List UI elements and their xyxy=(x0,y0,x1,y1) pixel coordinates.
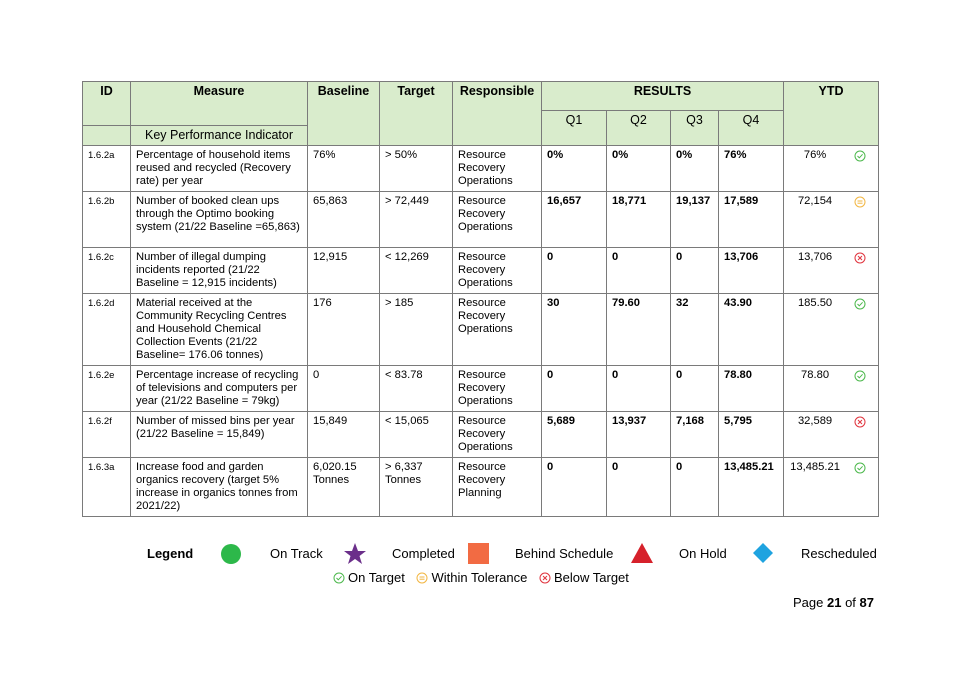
row-id: 1.6.3a xyxy=(83,458,131,517)
row-target: > 50% xyxy=(380,146,453,192)
row-ytd xyxy=(784,248,879,294)
row-baseline: 176 xyxy=(308,294,380,366)
row-q3: 32 xyxy=(671,294,719,366)
below-target-x-icon xyxy=(854,416,866,428)
header-id: ID xyxy=(83,82,131,126)
header-ytd: YTD xyxy=(784,82,879,146)
header-baseline: Baseline xyxy=(308,82,380,146)
row-id: 1.6.2e xyxy=(83,366,131,412)
table-row xyxy=(83,458,879,517)
ytd-value: 78.80 xyxy=(801,369,830,381)
rescheduled-diamond-icon xyxy=(752,542,774,564)
row-responsible: Resource Recovery Planning xyxy=(453,458,542,517)
row-q2: 0 xyxy=(607,248,671,294)
row-measure: Number of illegal dumping incidents reported (21/22 Baseline = 12,915 incidents) xyxy=(131,248,308,294)
on-target-check-icon xyxy=(854,462,866,474)
on-target-check-icon xyxy=(333,572,345,584)
row-ytd xyxy=(784,192,879,248)
ytd-value: 72,154 xyxy=(797,195,833,207)
row-q1: 0 xyxy=(542,366,607,412)
row-q3: 7,168 xyxy=(671,412,719,458)
row-measure: Number of booked clean ups through the Optimo booking system (21/22 Baseline =65,863) xyxy=(131,192,308,248)
within-tolerance-icon xyxy=(854,196,866,208)
row-q2: 0 xyxy=(607,458,671,517)
row-ytd xyxy=(784,294,879,366)
below-target-x-icon xyxy=(539,572,551,584)
row-q4: 43.90 xyxy=(719,294,784,366)
legend-on-hold: On Hold xyxy=(679,546,727,561)
row-id: 1.6.2f xyxy=(83,412,131,458)
row-ytd xyxy=(784,146,879,192)
row-q4: 13,485.21 xyxy=(719,458,784,517)
ytd-value: 76% xyxy=(803,149,827,161)
ytd-value: 13,706 xyxy=(797,251,833,263)
row-q4: 13,706 xyxy=(719,248,784,294)
status-legend xyxy=(333,570,637,587)
header-results: RESULTS xyxy=(542,82,784,111)
legend-on-track: On Track xyxy=(270,546,323,561)
on-target-legend-item xyxy=(333,570,405,585)
header-q3: Q3 xyxy=(671,111,719,146)
table-row xyxy=(83,294,879,366)
header-target: Target xyxy=(380,82,453,146)
table-row xyxy=(83,146,879,192)
row-ytd xyxy=(784,412,879,458)
row-baseline: 6,020.15 Tonnes xyxy=(308,458,380,517)
row-q3: 19,137 xyxy=(671,192,719,248)
below-target-legend-item xyxy=(539,570,629,585)
row-q2: 13,937 xyxy=(607,412,671,458)
within-tolerance-icon xyxy=(416,572,428,584)
row-measure: Percentage of household items reused and recycled (Recovery rate) per year xyxy=(131,146,308,192)
row-baseline: 12,915 xyxy=(308,248,380,294)
header-responsible: Responsible xyxy=(453,82,542,146)
row-q2: 18,771 xyxy=(607,192,671,248)
header-q4: Q4 xyxy=(719,111,784,146)
table-row xyxy=(83,412,879,458)
row-baseline: 65,863 xyxy=(308,192,380,248)
row-q3: 0% xyxy=(671,146,719,192)
row-target: < 83.78 xyxy=(380,366,453,412)
header-kpi: Key Performance Indicator xyxy=(131,126,308,146)
row-q2: 79.60 xyxy=(607,294,671,366)
kpi-table xyxy=(82,81,879,517)
completed-star-icon xyxy=(343,542,367,566)
ytd-value: 32,589 xyxy=(797,415,833,427)
row-q1: 5,689 xyxy=(542,412,607,458)
legend-below-target: Below Target xyxy=(553,570,629,585)
kpi-table-body xyxy=(83,146,879,517)
legend-on-target: On Target xyxy=(348,570,405,585)
row-q1: 0 xyxy=(542,248,607,294)
header-q1: Q1 xyxy=(542,111,607,146)
row-q3: 0 xyxy=(671,248,719,294)
ytd-value: 185.50 xyxy=(797,297,833,309)
row-q2: 0 xyxy=(607,366,671,412)
row-ytd xyxy=(784,366,879,412)
table-row xyxy=(83,366,879,412)
legend-within-tolerance: Within Tolerance xyxy=(431,570,528,585)
row-q4: 5,795 xyxy=(719,412,784,458)
row-id: 1.6.2d xyxy=(83,294,131,366)
row-responsible: Resource Recovery Operations xyxy=(453,146,542,192)
row-q4: 17,589 xyxy=(719,192,784,248)
table-row xyxy=(83,192,879,248)
row-id: 1.6.2a xyxy=(83,146,131,192)
row-baseline: 15,849 xyxy=(308,412,380,458)
table-row xyxy=(83,248,879,294)
row-responsible: Resource Recovery Operations xyxy=(453,412,542,458)
row-baseline: 76% xyxy=(308,146,380,192)
row-responsible: Resource Recovery Operations xyxy=(453,294,542,366)
row-q1: 0 xyxy=(542,458,607,517)
row-id: 1.6.2b xyxy=(83,192,131,248)
legend-behind-schedule: Behind Schedule xyxy=(515,546,614,561)
row-measure: Number of missed bins per year (21/22 Baseline = 15,849) xyxy=(131,412,308,458)
row-q4: 78.80 xyxy=(719,366,784,412)
legend-title: Legend xyxy=(147,546,194,561)
row-baseline: 0 xyxy=(308,366,380,412)
row-q1: 30 xyxy=(542,294,607,366)
ytd-value: 13,485.21 xyxy=(790,461,840,473)
row-measure: Material received at the Community Recycling Centres and Household Chemical Collection Events (21/22 Baseline= 176.06 tonnes) xyxy=(131,294,308,366)
legend-rescheduled: Rescheduled xyxy=(801,546,877,561)
row-responsible: Resource Recovery Operations xyxy=(453,366,542,412)
below-target-x-icon xyxy=(854,252,866,264)
on-target-check-icon xyxy=(854,370,866,382)
row-q1: 0% xyxy=(542,146,607,192)
legend xyxy=(0,540,955,568)
row-target: < 15,065 xyxy=(380,412,453,458)
behind-schedule-square-icon xyxy=(468,543,489,564)
row-target: > 6,337 Tonnes xyxy=(380,458,453,517)
on-track-circle-icon xyxy=(220,543,242,565)
header-measure: Measure xyxy=(131,82,308,111)
row-ytd xyxy=(784,458,879,517)
row-id: 1.6.2c xyxy=(83,248,131,294)
row-target: < 12,269 xyxy=(380,248,453,294)
row-measure: Percentage increase of recycling of televisions and computers per year (21/22 Baseline = 79kg) xyxy=(131,366,308,412)
row-target: > 72,449 xyxy=(380,192,453,248)
on-hold-triangle-icon xyxy=(630,542,654,564)
row-q4: 76% xyxy=(719,146,784,192)
on-target-check-icon xyxy=(854,298,866,310)
row-responsible: Resource Recovery Operations xyxy=(453,192,542,248)
row-measure: Increase food and garden organics recovery (target 5% increase in organics tonnes from 2021/22) xyxy=(131,458,308,517)
page-number: Page 21 of 87 xyxy=(793,595,874,610)
within-tolerance-legend-item xyxy=(416,570,527,585)
legend-completed: Completed xyxy=(392,546,455,561)
row-target: > 185 xyxy=(380,294,453,366)
on-target-check-icon xyxy=(854,150,866,162)
row-q1: 16,657 xyxy=(542,192,607,248)
row-q2: 0% xyxy=(607,146,671,192)
row-q3: 0 xyxy=(671,458,719,517)
row-q3: 0 xyxy=(671,366,719,412)
row-responsible: Resource Recovery Operations xyxy=(453,248,542,294)
header-q2: Q2 xyxy=(607,111,671,146)
